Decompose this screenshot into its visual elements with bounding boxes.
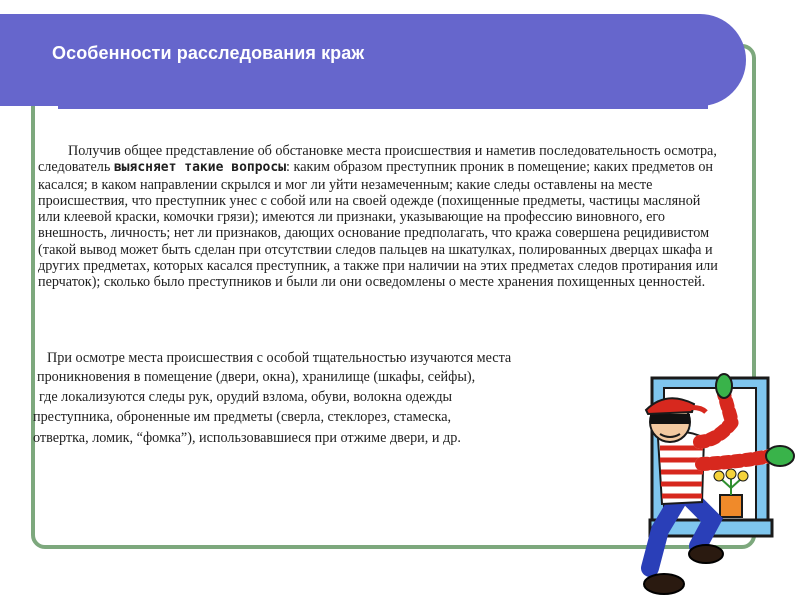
paragraph-investigation-questions	[38, 143, 718, 291]
header-underline	[58, 105, 708, 109]
burglar-climbing-window-icon	[620, 370, 800, 600]
paragraph2-line-1: При осмотре места происшествия с особой тщательностью изучаются места	[47, 350, 512, 366]
paragraph1-text-end: : каким образом преступник проник в помещение; каких предметов он касался; в каком направлении скрылся и мог ли уйти незамеченным; какие следы оставлены на месте происшествия, что преступник унес с собой или на своей одежде (похищенные предметы, частицы масляной или клеевой краски, комочки грязи); имеются ли признаки, указывающие на профессию виновного, его внешность, личность; нет ли признаков, дающих основание предполагать, что кража совершена рецидивистом (такой вывод может быть сделан при отсутствии следов пальцев на шкатулках, полированных дверцах шкафа и других предметах, которых касался преступник, а также при наличии на этих предметах следов протирания или перчаток); сколько было преступников и были ли они осведомлены о месте хранения похищенных ценностей.	[38, 159, 718, 291]
paragraph2-line-5: отвертка, ломик, “фомка”), использовавшиеся при отжиме двери, и др.	[33, 430, 461, 446]
paragraph2-line-3: где локализуются следы рук, орудий взлома, обуви, волокна одежды	[39, 389, 453, 405]
paragraph1-bold-phrase: выясняет такие вопросы	[113, 160, 287, 176]
slide-title: Особенности расследования краж	[52, 43, 365, 63]
paragraph1-text-start: Получив общее представление об обстановке места происшествия и наметив последовательность осмотра, следователь	[38, 143, 717, 176]
paragraph2-line-2: проникновения в помещение (двери, окна), хранилище (шкафы, сейфы),	[37, 369, 476, 385]
paragraph2-line-4: преступника, оброненные им предметы (сверла, стеклорез, стамеска,	[33, 409, 452, 425]
